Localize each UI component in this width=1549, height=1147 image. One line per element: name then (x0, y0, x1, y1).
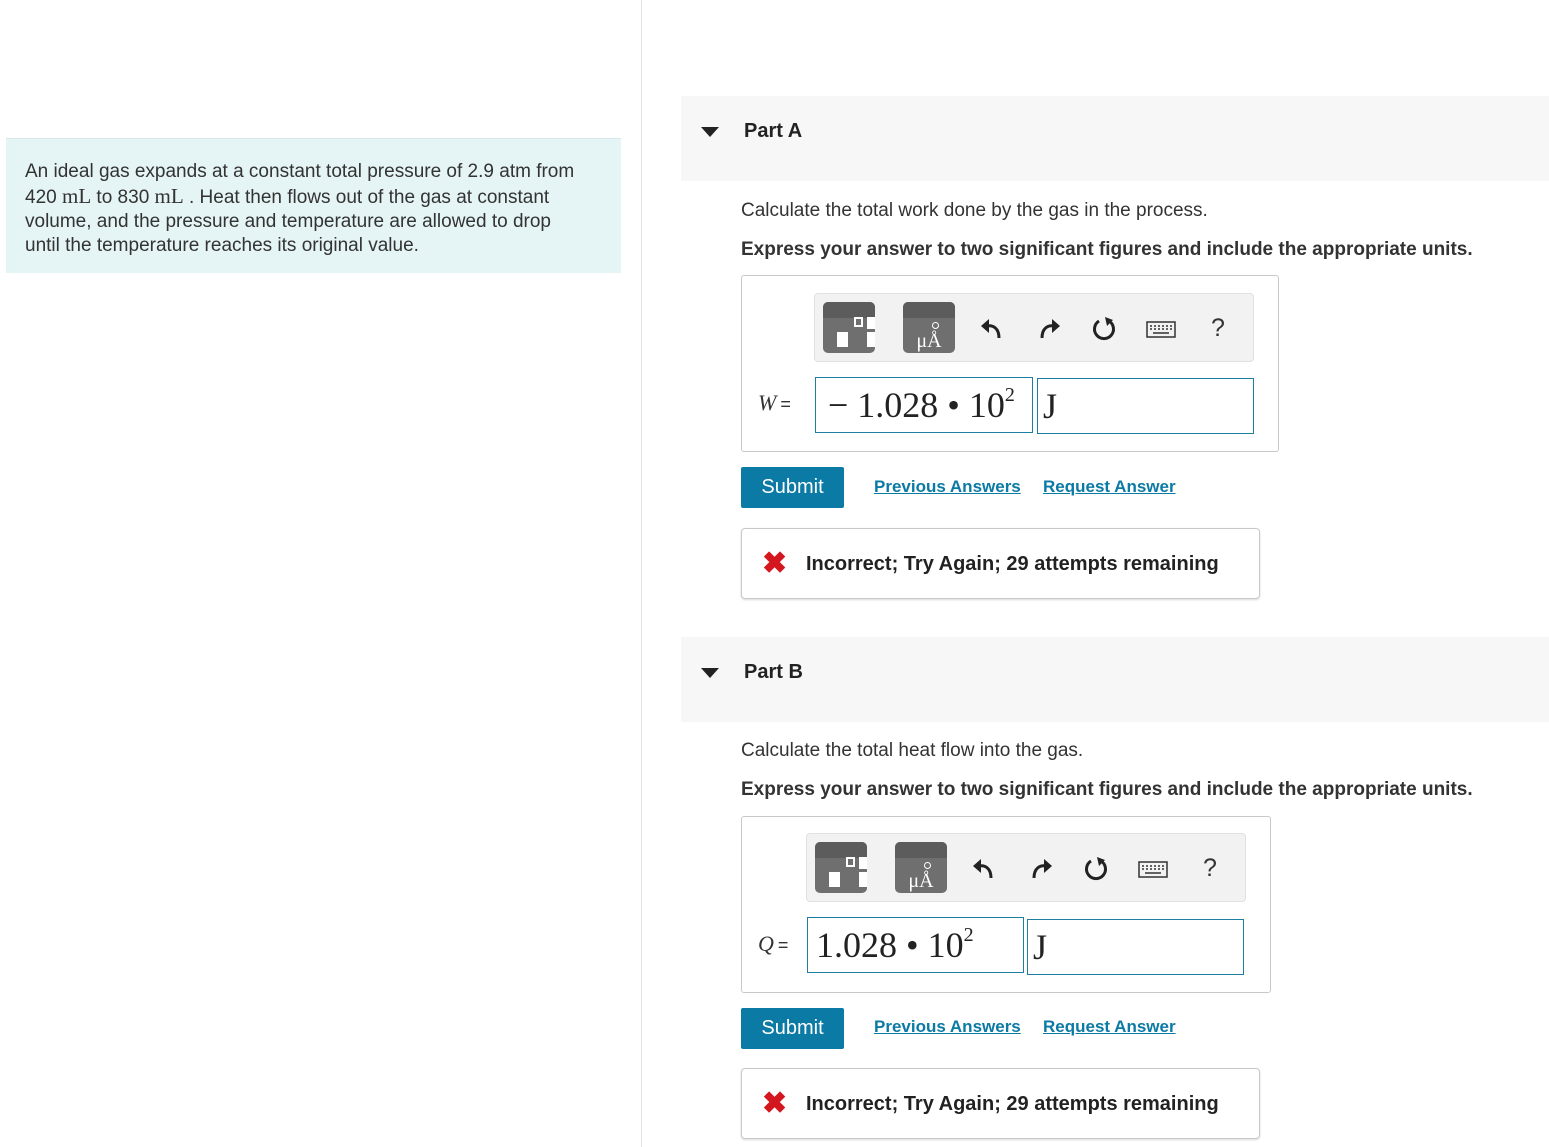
templates-button[interactable] (815, 842, 867, 893)
part-a-question: Calculate the total work done by the gas in the process. (741, 200, 1208, 221)
feedback-message: Incorrect; Try Again; 29 attempts remaining (806, 553, 1219, 575)
help-icon[interactable]: ? (1211, 314, 1225, 342)
units-icon: μÅ (916, 330, 942, 352)
column-divider (641, 0, 642, 1147)
part-b-submit-button[interactable]: Submit (741, 1008, 844, 1049)
redo-icon[interactable] (1029, 856, 1055, 882)
part-a-submit-button[interactable]: Submit (741, 467, 844, 508)
part-b-feedback (741, 1068, 1260, 1139)
part-a-header[interactable] (681, 96, 1549, 181)
undo-icon[interactable] (970, 856, 996, 882)
answer-input[interactable]: − 1.028 • $10^2$ (815, 377, 1033, 433)
part-a-math-toolbar (814, 293, 1254, 362)
part-b-answer-box (741, 816, 1271, 993)
units-button[interactable] (895, 842, 947, 893)
part-a-request-answer-link[interactable]: Request Answer (1043, 477, 1176, 496)
problem-statement: An ideal gas expands at a constant total pressure of 2.9 atm from 420 mL to 830 mL . Heat then flows out of the gas at constant volume, and the pressure and temperature are allowed to drop until the temperature reaches its original value. (6, 138, 621, 273)
help-icon[interactable]: ? (1203, 854, 1217, 882)
part-b-math-toolbar (806, 833, 1246, 902)
keyboard-icon[interactable] (1138, 856, 1168, 882)
volume-unit: mL (61, 184, 92, 208)
part-b-previous-answers-link[interactable]: Previous Answers (874, 1017, 1021, 1036)
variable-label: Q = (758, 931, 789, 956)
part-a-title: Part A (744, 120, 803, 142)
redo-icon[interactable] (1037, 316, 1063, 342)
collapse-triangle-icon[interactable] (701, 668, 719, 678)
part-b-question: Calculate the total heat flow into the gas. (741, 740, 1084, 761)
feedback-message: Incorrect; Try Again; 29 attempts remaining (806, 1093, 1219, 1115)
reset-icon[interactable] (1083, 856, 1109, 882)
incorrect-x-icon: ✖ (762, 1087, 788, 1120)
keyboard-icon[interactable] (1146, 316, 1176, 342)
unit-input[interactable]: J (1027, 919, 1244, 975)
part-a-previous-answers-link[interactable]: Previous Answers (874, 477, 1021, 496)
unit-input[interactable]: J (1037, 378, 1254, 434)
incorrect-x-icon: ✖ (762, 547, 788, 580)
reset-icon[interactable] (1091, 316, 1117, 342)
variable-label: W = (758, 390, 791, 415)
part-b-title: Part B (744, 661, 803, 683)
units-icon: μÅ (908, 870, 934, 892)
collapse-triangle-icon[interactable] (701, 127, 719, 137)
part-a-instruction: Express your answer to two significant figures and include the appropriate units. (741, 239, 1473, 260)
undo-icon[interactable] (978, 316, 1004, 342)
part-a-answer-box (741, 275, 1279, 452)
part-b-request-answer-link[interactable]: Request Answer (1043, 1017, 1176, 1036)
part-a-feedback (741, 528, 1260, 599)
volume-unit: mL (154, 184, 184, 208)
part-b-header[interactable] (681, 637, 1549, 722)
answer-input[interactable]: 1.028 • $10^2$ (807, 917, 1024, 973)
units-button[interactable] (903, 302, 955, 353)
templates-button[interactable] (823, 302, 875, 353)
part-b-instruction: Express your answer to two significant figures and include the appropriate units. (741, 779, 1473, 800)
